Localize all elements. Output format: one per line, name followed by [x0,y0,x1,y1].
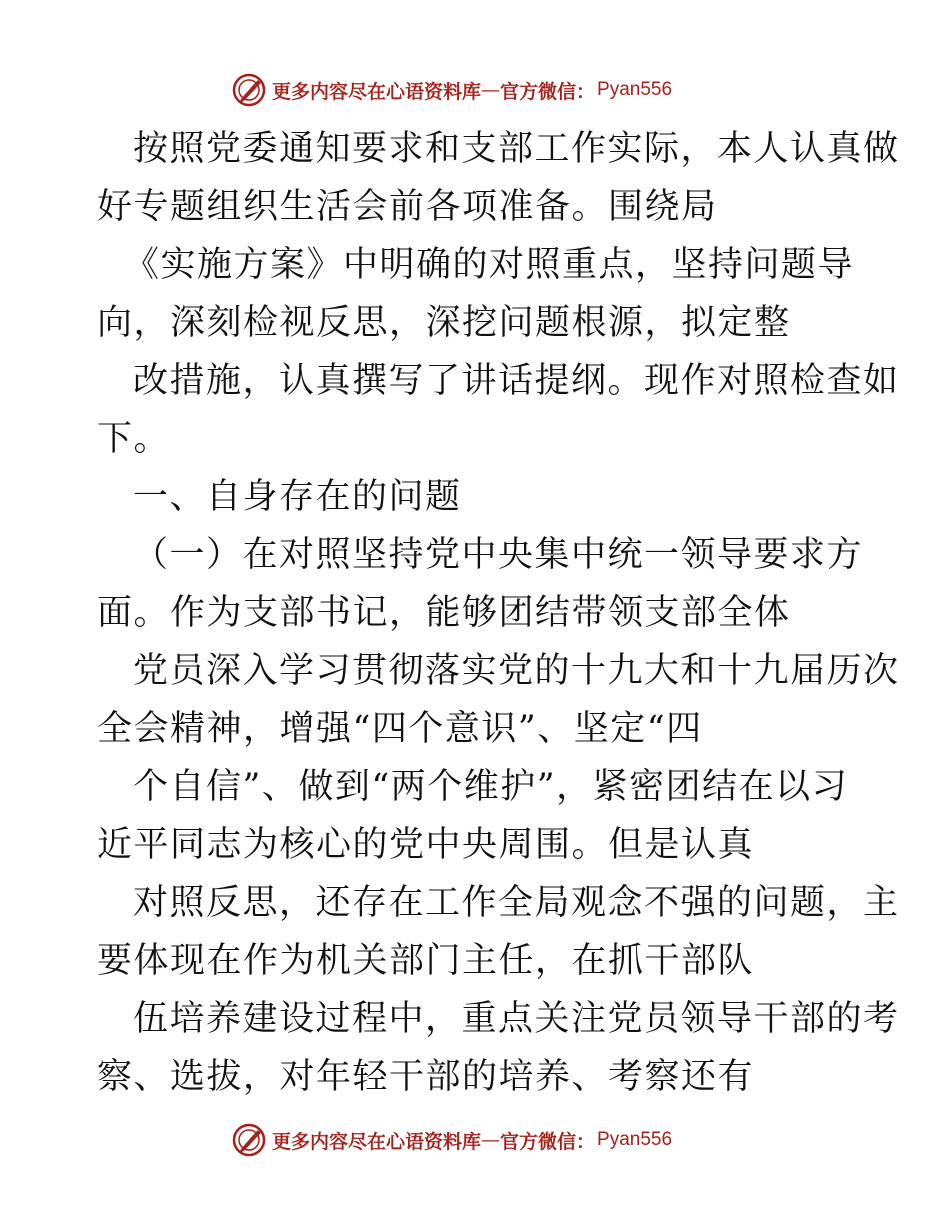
body-line: 党员深入学习贯彻落实党的十九大和十九届历次 [133,651,900,691]
pen-logo-icon [232,1123,266,1157]
body-line: 向，深刻检视反思，深挖问题根源，拟定整 [97,303,791,343]
body-line: 好专题组织生活会前各项准备。围绕局 [97,187,718,227]
watermark-separator: — [481,1129,501,1151]
body-line: 对照反思，还存在工作全局观念不强的问题，主 [133,883,900,923]
subsection-heading: （一）在对照坚持党中央集中统一领导要求方 [133,535,864,575]
watermark-wechat-id: Pyan556 [597,1129,673,1150]
body-line: 伍培养建设过程中，重点关注党员领导干部的考 [133,999,900,1039]
body-line: 要体现在作为机关部门主任，在抓干部队 [97,941,755,981]
body-line: 个自信”、做到“两个维护”，紧密团结在以习 [133,767,849,807]
body-line: 改措施，认真撰写了讲话提纲。现作对照检查如 [133,361,900,401]
body-line: 全会精神，增强“四个意识”、坚定“四 [97,709,703,749]
footer-watermark [232,1122,672,1158]
pen-logo-icon [232,73,266,107]
watermark-official-label: 官方微信： [500,1130,596,1153]
body-line: 面。作为支部书记，能够团结带领支部全体 [97,593,791,633]
watermark-official-label: 官方微信： [500,80,596,103]
watermark-text: 更多内容尽在心语资料库 [272,80,482,103]
section-heading: 一、自身存在的问题 [133,477,462,517]
header-watermark [232,72,672,108]
body-line: 按照党委通知要求和支部工作实际，本人认真做 [133,129,900,169]
body-line: 下。 [97,419,171,459]
body-line: 察、选拔，对年轻干部的培养、考察还有 [97,1057,755,1097]
watermark-separator: — [481,79,501,101]
body-line: 近平同志为核心的党中央周围。但是认真 [97,825,755,865]
watermark-wechat-id: Pyan556 [597,79,673,100]
watermark-text: 更多内容尽在心语资料库 [272,1130,482,1153]
body-line: 《实施方案》中明确的对照重点，坚持问题导 [124,245,855,285]
